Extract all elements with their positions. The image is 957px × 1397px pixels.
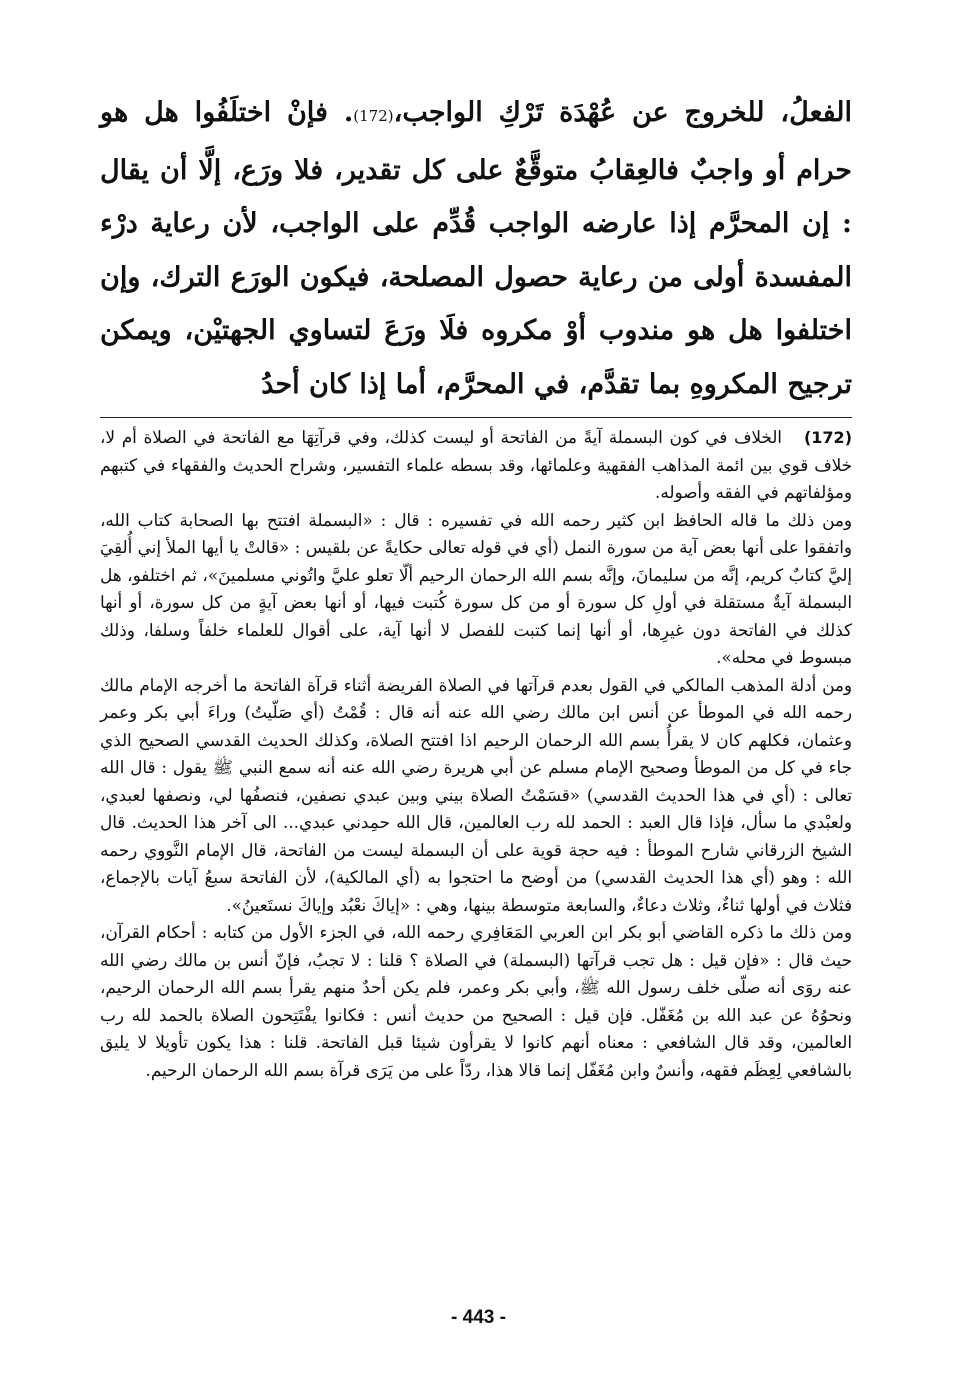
footnote-paragraph: ومن ذلك ما ذكره القاضي أبو بكر ابن العربي المَعَافِري رحمه الله، في الجزء الأول من كتابه : أحكام القرآن، حيث قال : «فإن قيل : هل تجب قرآتها (البسملة) في الصلاة ؟ قلنا : لا تجبُ، فإنّ أنس بن مالك رضي الله عنه روَى أنه صلّى خلف رسول الله ﷺ، وأبي بكر وعمر، فلم يكن أحدٌ منهم يقرأ بسم الله الرحمان الرحيم، ونحوُهُ عن عبد الله بن مُغَفّل. فإن قيل : الصحيح من حديث أنس : فكانوا يفْتَتِحون الصلاة بالحمد لله رب العالمين، وقد قال الشافعي : معناه أنهم كانوا لا يقرأون شيئا قبل الفاتحة. قلنا : هذا يكون تأويلا لا يليق بالشافعي لِعِظَم فقهه، وأنسٌ وابن مُغَفّل إنما قالا هذا، ردّاً على من يَرَى قرآة بسم الله الرحمان الرحيم.	[100, 922, 852, 1080]
footnote-reference[interactable]: (172)	[353, 107, 394, 125]
footnote-number: (172)	[803, 428, 852, 447]
footnote-paragraph: ومن ذلك ما قاله الحافظ ابن كثير رحمه الله في تفسيره : قال : «البسملة افتتح بها الصحابة كتاب الله، واتفقوا على أنها بعض آية من سورة النمل (أي في قوله تعالى حكايةً عن بلقيس : «قالتْ يا أيها الملأ إني أُلقِيَ إليَّ كتابٌ كريم، إنَّه من سليمانَ، وإنَّه بسم الله الرحمان الرحيم ألّا تعلو عليَّ واتُوني مسلمينَ»، ثم اختلفو، هل البسملة آيةٌ مستقلة في أولِ كل سورة أو من كل سورة كُتبت فيها، أو أنها بعض آيةٍ من كل سورة، أو أنها كذلك في الفاتحة دون غيرِها، أو أنها إنما كتبت للفصل لا أنها آية، على أقوال للعلماء خلفاً وسلفا، وذلك مبسوط في محله».	[100, 509, 852, 667]
page-content	[100, 86, 852, 1084]
main-text	[100, 86, 852, 411]
footnote-paragraph: ومن أدلة المذهب المالكي في القول بعدم قرآتها في الصلاة الفريضة أثناء قرآة الفاتحة ما أخرجه الإمام مالك رحمه الله في الموطأ عن أنس ابن مالك رضي الله عنه أنه قال : قُمْتُ (أي صَلّيتُ) وراءَ أبي بكر وعمر وعثمان، فكلهم كان لا يقرأُ بسم الله الرحمان الرحيم اذا افتتح الصلاة، وكذلك الحديث القدسي الصحيح الذي جاء في كل من الموطأ وصحيح الإمام مسلم عن أبي هريرة رضي الله عنه أنه سمع النبي ﷺ يقول : قال الله تعالى : (أي في هذا الحديث القدسي) «قسَمْتُ الصلاة بيني وبين عبدي نصفين، فنصفُها لي، ونصفها لعبدي، ولعبْدي ما سأل، فإذا قال العبد : الحمد لله رب العالمين، قال الله حمِدني عبدي... الى آخر هذا الحديث. قال الشيخ الزرقاني شارح الموطأ : فيه حجة قوية على أن البسملة ليست من الفاتحة، قال الإمام النَّووي رحمه الله : وهو (أي هذا الحديث القدسي) من أوضح ما احتجوا به (أي المالكية)، لأن الفاتحة سبعُ آيات بالإجماع، فثلاث في أولها ثناءٌ، وثلاث دعاءٌ، والسابعة متوسطة بينها، وهي : «إياكَ نعْبُد وإياكَ نستَعينُ».	[100, 674, 852, 915]
page-number: - 443 -	[451, 1307, 506, 1328]
footnote-separator	[100, 417, 852, 418]
footnote-paragraph-text: الخلاف في كون البسملة آيةً من الفاتحة أو ليست كذلك، وفي قرآتِهَا مع الفاتحة في الصلاة أم لا، خلاف قوي بين ائمة المذاهب الفقهية وعلمائها، وقد بسطه علماء التفسير، وشراح الحديث والفقهاء في كتبهم ومؤلفاتهم في الفقه وأصوله.	[100, 427, 852, 502]
footnote-paragraph	[100, 424, 852, 507]
footnotes	[100, 424, 852, 1084]
main-text-part-1: الفعلُ، للخروج عن عُهْدَة تَرْكِ الواجب،	[393, 97, 852, 128]
main-text-part-2: . فإنْ اختلَفُوا هل هو حرام أو واجبٌ فالعِقابُ متوقَّعٌ على كل تقدير، فلا ورَع، إلَّا أن يقال : إن المحرَّم إذا عارضه الواجب قُدِّم على الواجب، لأن رعاية درْء المفسدة أولى من رعاية حصول المصلحة، فيكون الورَع الترك، وإن اختلفوا هل هو مندوب أوْ مكروه فلَا ورَعَ لتساوي الجهتيْن، ويمكن ترجيح المكروهِ بما تقدَّم، في المحرَّم، أما إذا كان أحدُ	[100, 97, 852, 400]
